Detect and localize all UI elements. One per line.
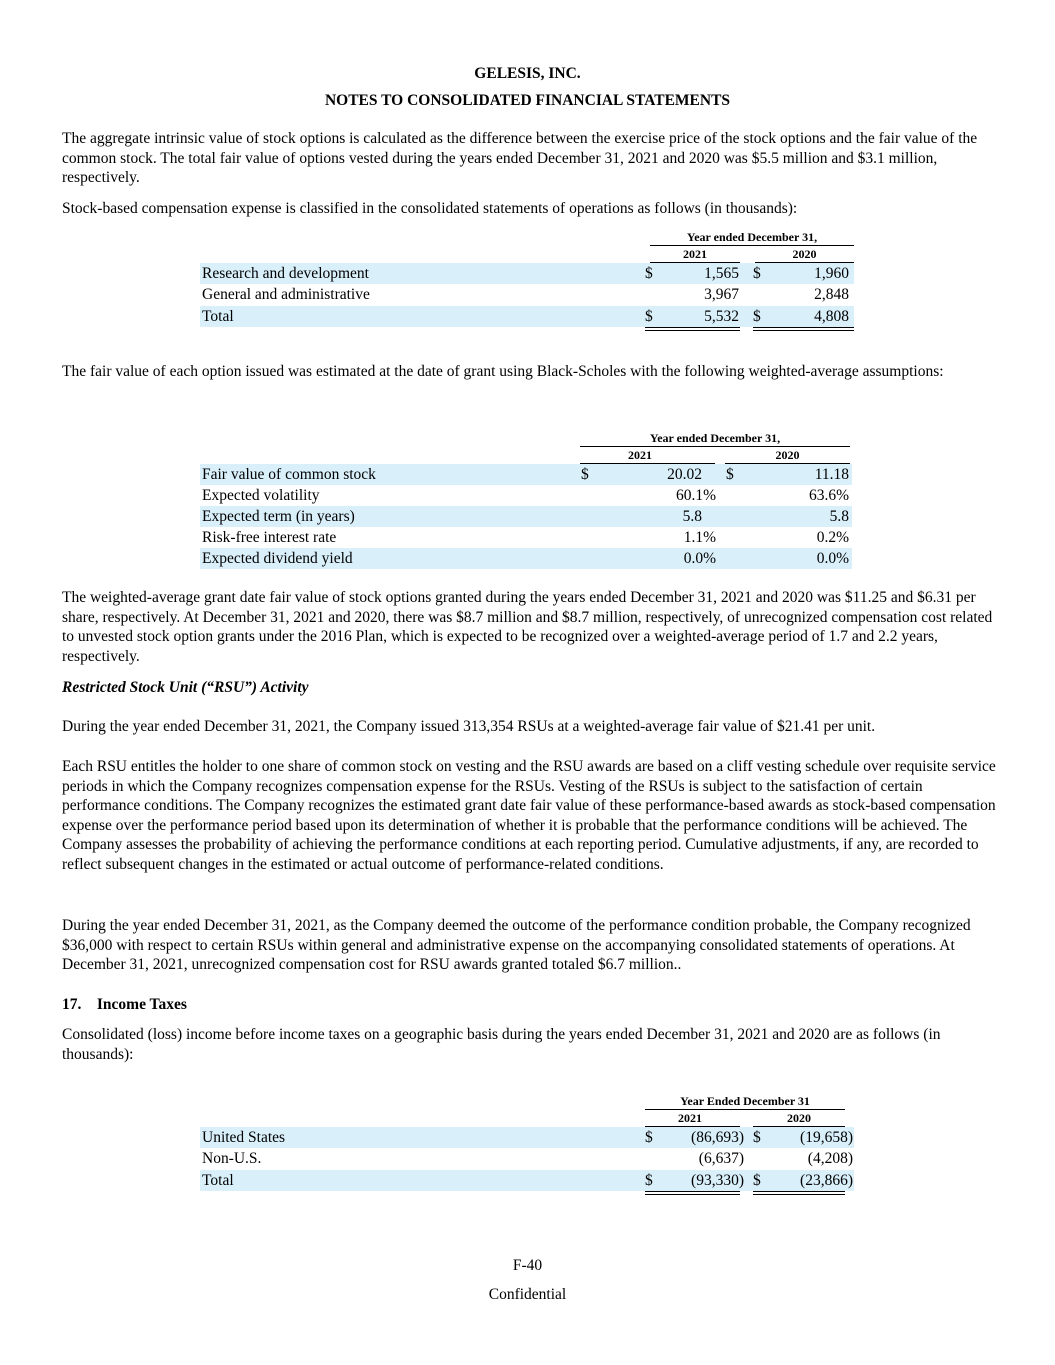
row-label: Total — [202, 308, 234, 325]
table-row — [200, 485, 852, 506]
value-2020: 4,808 — [814, 308, 849, 325]
value-2020: 0.2% — [816, 529, 849, 546]
total-double-rule — [753, 327, 854, 331]
value-2020: 1,960 — [814, 265, 849, 282]
currency-symbol: $ — [726, 466, 734, 483]
table-row — [200, 306, 854, 327]
paragraph-intrinsic-value: The aggregate intrinsic value of stock options is calculated as the difference between the exercise price of the stock options and the fair value of the common stock. The total fair value of options vested during the years ended December 31, 2021 and 2020 was $5.5 million and $3.1 million, respectively. — [62, 130, 978, 186]
row-label: Expected volatility — [202, 487, 320, 504]
value-2020: 63.6% — [808, 487, 849, 504]
value-2020: 5.8 — [829, 508, 849, 525]
row-label: United States — [202, 1129, 286, 1146]
paragraph-rsu-issued: During the year ended December 31, 2021, the Company issued 313,354 RSUs at a weighted-average fair value of $21.41 per unit. — [62, 718, 876, 735]
value-2021: 60.1% — [675, 487, 716, 504]
value-2021: 1.1% — [683, 529, 716, 546]
table3-header-rule — [645, 1109, 845, 1110]
row-label: Expected term (in years) — [202, 508, 355, 525]
company-name: GELESIS, INC. — [474, 65, 581, 82]
row-label: Total — [202, 1172, 234, 1189]
row-label: Risk-free interest rate — [202, 529, 337, 546]
value-2020: 0.0% — [816, 550, 849, 567]
table-row — [200, 284, 854, 305]
table-row — [200, 1170, 854, 1191]
confidential-label: Confidential — [488, 1286, 567, 1303]
currency-symbol: $ — [645, 1172, 653, 1189]
currency-symbol: $ — [581, 466, 589, 483]
rsu-heading: Restricted Stock Unit (“RSU”) Activity — [62, 679, 309, 696]
currency-symbol: $ — [753, 1129, 761, 1146]
total-double-rule — [645, 1191, 740, 1195]
currency-symbol: $ — [753, 265, 761, 282]
value-2021: 0.0% — [683, 550, 716, 567]
value-2021: (93,330) — [691, 1172, 744, 1189]
paragraph-rsu-entitles: Each RSU entitles the holder to one share of common stock on vesting and the RSU awards are based on a cliff vesting schedule over requisite service periods in which the Company recognizes compensation expense for the RSUs. Vesting of the RSUs is subject to the satisfaction of certain performance conditions. The Company recognizes the estimated grant date fair value of these performance-based awards as stock-based compensation expense over the performance period based upon its determination of whether it is probable that the performance conditions will be achieved. The Company assesses the probability of achieving the performance conditions at each reporting period. Cumulative adjustments, if any, are recorded to reflect subsequent changes in the estimated or actual outcome of performance-related conditions. — [62, 758, 996, 873]
currency-symbol: $ — [753, 308, 761, 325]
total-double-rule — [753, 1191, 845, 1195]
value-2020: (19,658) — [800, 1129, 853, 1146]
table1-col-2021: 2021 — [683, 247, 707, 261]
page-title: NOTES TO CONSOLIDATED FINANCIAL STATEMENTS — [324, 92, 731, 109]
value-2021: 5.8 — [682, 508, 702, 525]
row-label: Fair value of common stock — [202, 466, 376, 483]
paragraph-black-scholes: The fair value of each option issued was estimated at the date of grant using Black-Scholes with the following weighted-average assumptions: — [62, 363, 944, 380]
value-2020: 11.18 — [814, 466, 849, 483]
table-row — [200, 548, 852, 569]
table1-header-rule — [650, 245, 854, 246]
table-row — [200, 464, 852, 485]
value-2021: 20.02 — [667, 466, 702, 483]
paragraph-classification: Stock-based compensation expense is classified in the consolidated statements of operations as follows (in thousands): — [62, 200, 798, 217]
table-row — [200, 263, 854, 284]
section-income-taxes: 17. Income Taxes — [62, 996, 187, 1013]
table2-col-2020: 2020 — [775, 448, 800, 462]
table3-col-2021: 2021 — [678, 1111, 702, 1125]
value-2021: (6,637) — [698, 1150, 744, 1167]
currency-symbol: $ — [645, 265, 653, 282]
table-row — [200, 506, 852, 527]
value-2020: 2,848 — [814, 286, 849, 303]
table2-group-header: Year ended December 31, — [649, 431, 781, 445]
row-label: General and administrative — [202, 286, 370, 303]
currency-symbol: $ — [645, 308, 653, 325]
table3-col-2020: 2020 — [787, 1111, 811, 1125]
currency-symbol: $ — [753, 1172, 761, 1189]
table2-col-2021: 2021 — [628, 448, 652, 462]
value-2021: (86,693) — [691, 1129, 744, 1146]
value-2020: (23,866) — [800, 1172, 853, 1189]
table3-group-header: Year Ended December 31 — [680, 1094, 810, 1108]
table1-group-header: Year ended December 31, — [686, 230, 818, 244]
paragraph-geographic: Consolidated (loss) income before income taxes on a geographic basis during the years ended December 31, 2021 and 2020 are as follows (in thousands): — [62, 1026, 941, 1063]
currency-symbol: $ — [645, 1129, 653, 1146]
page-number: F-40 — [512, 1257, 543, 1274]
table2-header-rule — [580, 446, 850, 447]
row-label: Non-U.S. — [202, 1150, 262, 1167]
row-label: Expected dividend yield — [202, 550, 353, 567]
paragraph-rsu-recognized: During the year ended December 31, 2021, as the Company deemed the outcome of the performance condition probable, the Company recognized $36,000 with respect to certain RSUs within general and administrative expense on the accompanying consolidated statements of operations. At December 31, 2021, unrecognized compensation cost for RSU awards granted totaled $6.7 million.. — [62, 917, 971, 973]
table-row — [200, 1148, 854, 1169]
row-label: Research and development — [202, 265, 369, 282]
value-2020: (4,208) — [807, 1150, 853, 1167]
value-2021: 5,532 — [704, 308, 739, 325]
paragraph-weighted-average: The weighted-average grant date fair value of stock options granted during the years ended December 31, 2021 and 2020 was $11.25 and $6.31 per share, respectively. At December 31, 2021 and 2020, there was $8.7 million and $8.7 million, respectively, of unrecognized compensation cost related to unvested stock option grants under the 2016 Plan, which is expected to be recognized over a weighted-average period of 1.7 and 2.2 years, respectively. — [62, 589, 993, 665]
table-row — [200, 527, 852, 548]
total-double-rule — [645, 327, 740, 331]
table-row — [200, 1127, 854, 1148]
value-2021: 1,565 — [704, 265, 739, 282]
value-2021: 3,967 — [704, 286, 739, 303]
table1-col-2020: 2020 — [792, 247, 817, 261]
